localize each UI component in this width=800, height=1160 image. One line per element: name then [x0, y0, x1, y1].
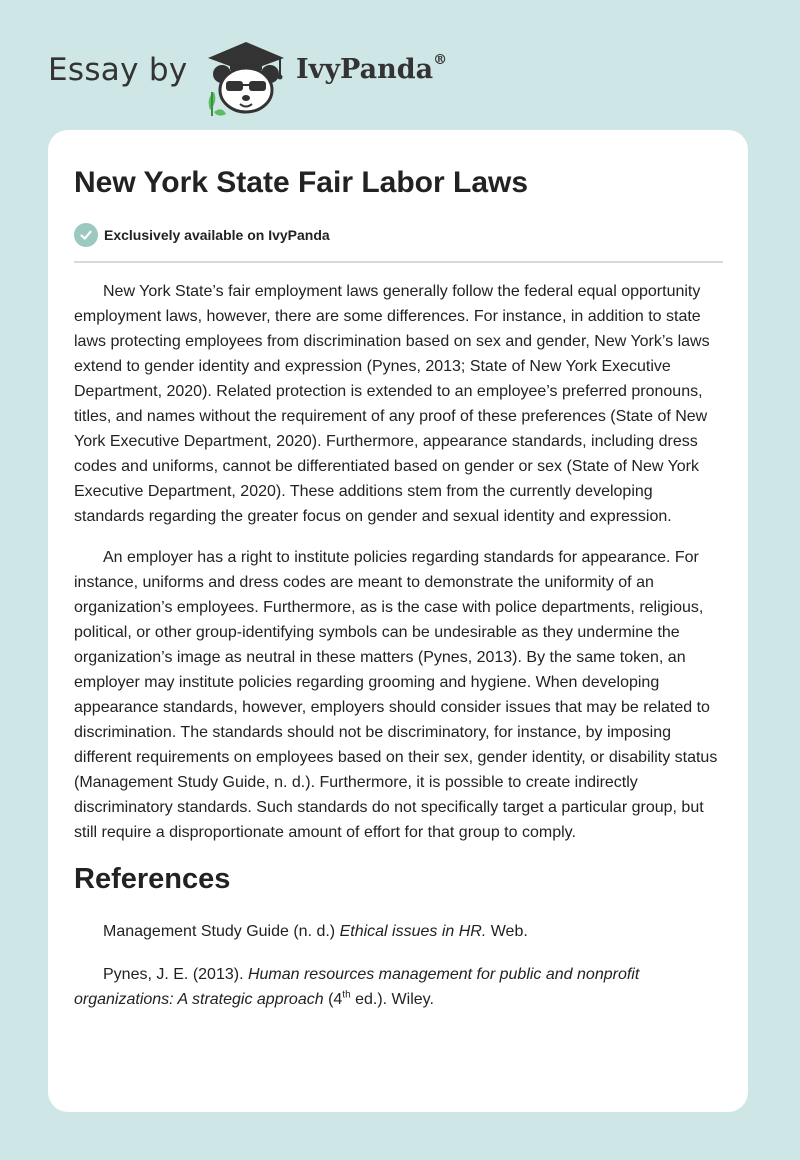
check-icon — [74, 223, 98, 247]
registered-mark: ® — [433, 52, 448, 68]
essay-by-label: Essay by — [48, 52, 188, 88]
reference-item: Management Study Guide (n. d.) Ethical issues in HR. Web. — [103, 923, 528, 940]
ivypanda-logo-icon[interactable] — [200, 36, 292, 116]
essay-card — [48, 130, 748, 1112]
page-title: New York State Fair Labor Laws — [74, 166, 529, 199]
body-paragraph: New York State’s fair employment laws generally follow the federal equal opportunity employment laws, however, there are some differences. For instance, in addition to state laws protecting employees from discrimination based on sex and gender, New York’s laws extend to gender identity and expression (Pynes, 2013; State of New York Executive Department, 2020). Related protection is extended to an employee’s preferred pronouns, titles, and names without the requirement of any proof of these preferences (State of New York Executive Department, 2020). Furthermore, appearance standards, including dress codes and uniforms, cannot be differentiated based on gender or sex (State of New York Executive Department, 2020). These additions stem from the currently developing standards regarding the greater focus on gender and sexual identity and expression. — [74, 283, 710, 525]
body-paragraph: An employer has a right to institute policies regarding standards for appearance. For instance, uniforms and dress codes are meant to demonstrate the uniformity of an organization’s employees. Furthermore, as is the case with police departments, religious, political, or other group-identifying symbols can be undesirable as they undermine the organization’s image as neutral in these matters (Pynes, 2013). By the same token, an employer may institute policies regarding grooming and hygiene. When developing appearance standards, however, employers should consider issues that may be related to discrimination. The standards should not be discriminatory, for instance, by imposing different requirements on employees based on their sex, gender identity, or disability status (Management Study Guide, n. d.). Furthermore, it is possible to create indirectly discriminatory standards. Such standards do not specifically target a particular group, but still require a disproportionate amount of effort for that group to comply. — [74, 549, 718, 841]
exclusive-badge — [74, 222, 330, 248]
site-header — [48, 36, 748, 116]
divider — [74, 261, 723, 263]
references-heading: References — [74, 863, 231, 895]
brand-name[interactable]: IvyPanda® — [296, 52, 448, 85]
essay-body — [74, 279, 724, 1030]
reference-item: Pynes, J. E. (2013). Human resources management for public and nonprofit organizations: A strategic approach (4th ed.). Wiley. — [74, 966, 640, 1008]
badge-label: Exclusively available on IvyPanda — [104, 227, 330, 243]
